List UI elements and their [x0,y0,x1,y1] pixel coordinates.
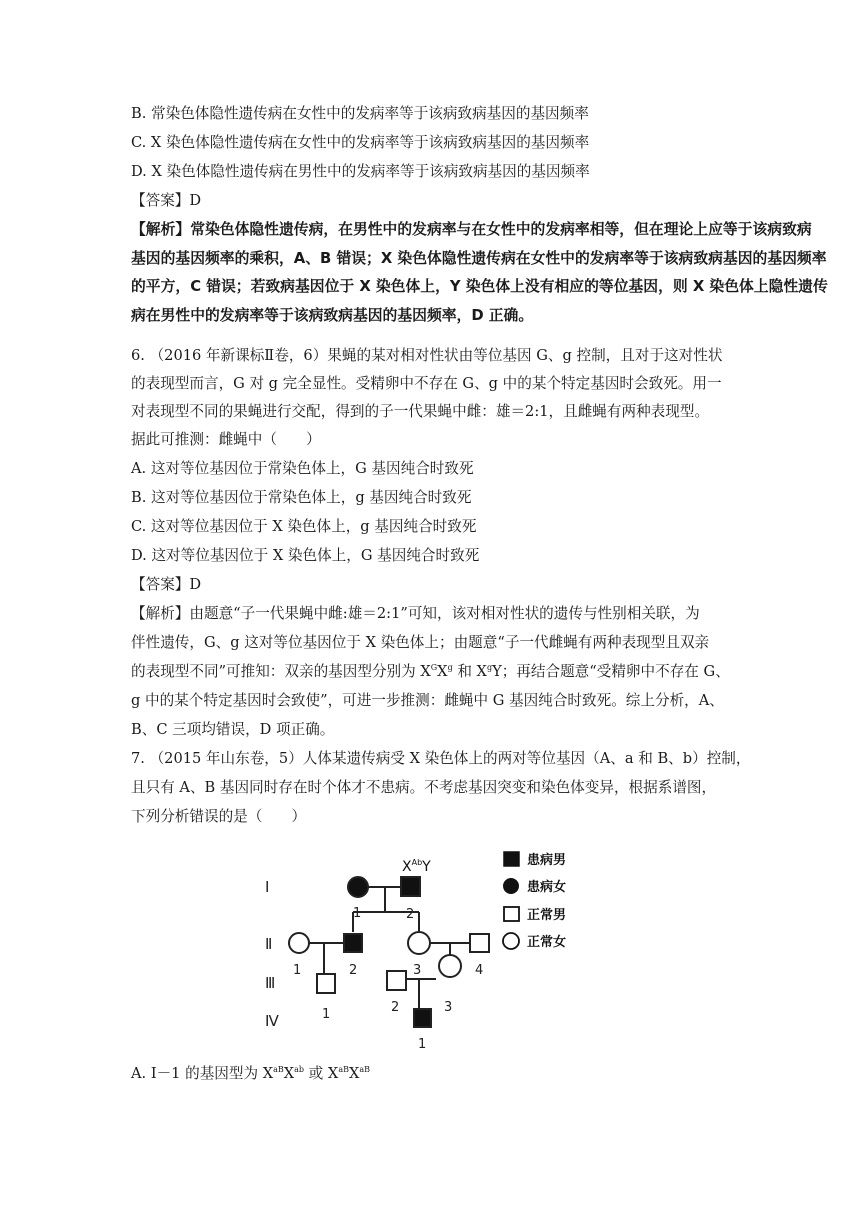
q7-option-a [131,1064,370,1084]
q5-explanation-line: 【解析】常染色体隐性遗传病，在男性中的发病率与在女性中的发病率相等，但在理论上应等于该病致病 [131,221,812,238]
q6-allele-sup: g [486,663,493,673]
q5-explanation-line: 基因的基因频率的乘积，A、B 错误；X 染色体隐性遗传病在女性中的发病率等于该病致病基因的基因频率 [131,249,827,267]
normal-male-icon [504,907,519,921]
q5-option-b: B. 常染色体隐性遗传病在女性中的发病率等于该病致病基因的基因频率 [131,105,589,122]
q5-option-d: D. X 染色体隐性遗传病在男性中的发病率等于该病致病基因的基因频率 [131,163,590,180]
pedigree-individuals [289,877,489,1027]
individual-number: 1 [293,963,302,978]
individual-number: 1 [322,1007,331,1022]
pedigree-legend [503,852,566,950]
normal-male-icon [387,971,406,990]
q7-stem-line: 且只有 A、B 基因同时存在时个体才不患病。不考虑基因突变和染色体变异，根据系谱图， [131,779,717,796]
individual-number: 3 [444,1000,453,1015]
normal-female-icon [408,932,430,954]
affected-male-icon [401,877,420,896]
q6-answer: 【答案】D [131,576,202,593]
q7-stem-line: 下列分析错误的是（ ） [131,808,307,825]
q7-option-a-text: 或 X [304,1065,339,1082]
legend-label: 患病男 [527,853,567,868]
normal-female-icon [439,955,461,977]
generation-label: Ⅳ [265,1012,279,1030]
q6-explanation-line [131,662,730,682]
q6-explanation-line: 伴性遗传，G、g 这对等位基因位于 X 染色体上；由题意“子一代雌蝇有两种表现型且双亲 [131,634,710,651]
individual-number: 1 [353,906,362,921]
generation-label: Ⅰ [265,878,270,896]
generation-label: Ⅱ [265,935,273,953]
q6-option-a: A. 这对等位基因位于常染色体上，G 基因纯合时致死 [131,460,474,477]
q6-explanation-line: g 中的某个特定基因时会致使”，可进一步推测：雌蝇中 G 基因纯合时致死。综上分析，A、 [131,692,724,709]
genotype-tail: Y [422,859,431,875]
genotype-label [402,858,431,875]
q6-explanation-line: B、C 三项均错误，D 项正确。 [131,721,335,738]
affected-female-icon [503,878,519,894]
normal-male-icon [470,934,489,952]
q5-explanation-line: 的平方，C 错误；若致病基因位于 X 染色体上，Y 染色体上没有相应的等位基因，则 X 染色体上隐性遗传 [131,278,828,295]
affected-female-icon [348,877,368,897]
q7-option-a-text: X [283,1065,295,1082]
genotype-base: X [402,859,412,875]
legend-label: 正常女 [527,935,567,950]
q6-option-d: D. 这对等位基因位于 X 染色体上，G 基因纯合时致死 [131,547,480,564]
q7-option-a-text: A. Ⅰ－1 的基因型为 X [131,1065,274,1082]
individual-number: 2 [349,963,358,978]
normal-male-icon [317,974,335,993]
q5-explanation-line: 病在男性中的发病率等于该病致病基因的基因频率，D 正确。 [131,306,534,324]
generation-label: Ⅲ [265,974,276,992]
q6-stem-line: 6. （2016 年新课标Ⅱ卷，6）果蝇的某对相对性状由等位基因 G、g 控制，且对于这对性状 [131,347,723,364]
normal-female-icon [289,933,309,953]
individual-number: 3 [413,963,422,978]
genotype-sup: Ab [411,858,423,867]
q5-explanation [131,220,831,334]
q6-stem-line: 对表现型不同的果蝇进行交配，得到的子一代果蝇中雌：雄＝2:1，且雌蝇有两种表现型。 [131,403,710,420]
q6-expl-text: 的表现型不同”可推知：双亲的基因型分别为 X [131,663,431,680]
q6-option-b: B. 这对等位基因位于常染色体上，g 基因纯合时致死 [131,489,472,506]
normal-female-icon [503,933,519,949]
q7-stem-line: 7. （2015 年山东卷，5）人体某遗传病受 X 染色体上的两对等位基因（A、a 和 B、b）控制， [131,750,751,767]
allele-sup: aB [338,1065,349,1075]
affected-male-icon [504,852,519,866]
individual-number: 2 [391,1000,400,1015]
q6-allele-sup: G [430,663,438,673]
q7-option-a-text: X [348,1065,360,1082]
affected-male-icon [344,934,362,952]
legend-label: 患病女 [527,880,567,895]
allele-sup: aB [273,1065,284,1075]
legend-label: 正常男 [527,908,567,923]
q6-stem-line: 据此可推测：雌蝇中（ ） [131,431,321,448]
q5-option-c: C. X 染色体隐性遗传病在女性中的发病率等于该病致病基因的基因频率 [131,134,590,151]
individual-number: 4 [475,963,484,978]
q6-expl-text: X [437,663,448,680]
allele-sup: aB [359,1065,371,1075]
allele-sup: ab [294,1065,305,1075]
individual-number: 1 [418,1037,427,1052]
q6-expl-text: Y；再结合题意“受精卵中不存在 G、 [492,663,730,680]
q6-stem-line: 的表现型而言，G 对 g 完全显性。受精卵中不存在 G、g 中的某个特定基因时会致死。用一 [131,375,722,392]
q5-answer: 【答案】D [131,192,202,209]
q6-allele-sup: g [447,663,453,673]
q6-explanation-line: 【解析】由题意“子一代果蝇中雌:雄＝2:1”可知，该对相对性状的遗传与性别相关联，为 [131,605,700,622]
pedigree-chart [255,850,605,1060]
affected-male-icon [414,1009,431,1027]
q6-option-c: C. 这对等位基因位于 X 染色体上，g 基因纯合时致死 [131,518,477,535]
individual-number: 2 [406,907,415,922]
q6-expl-text: 和 X [452,663,487,680]
